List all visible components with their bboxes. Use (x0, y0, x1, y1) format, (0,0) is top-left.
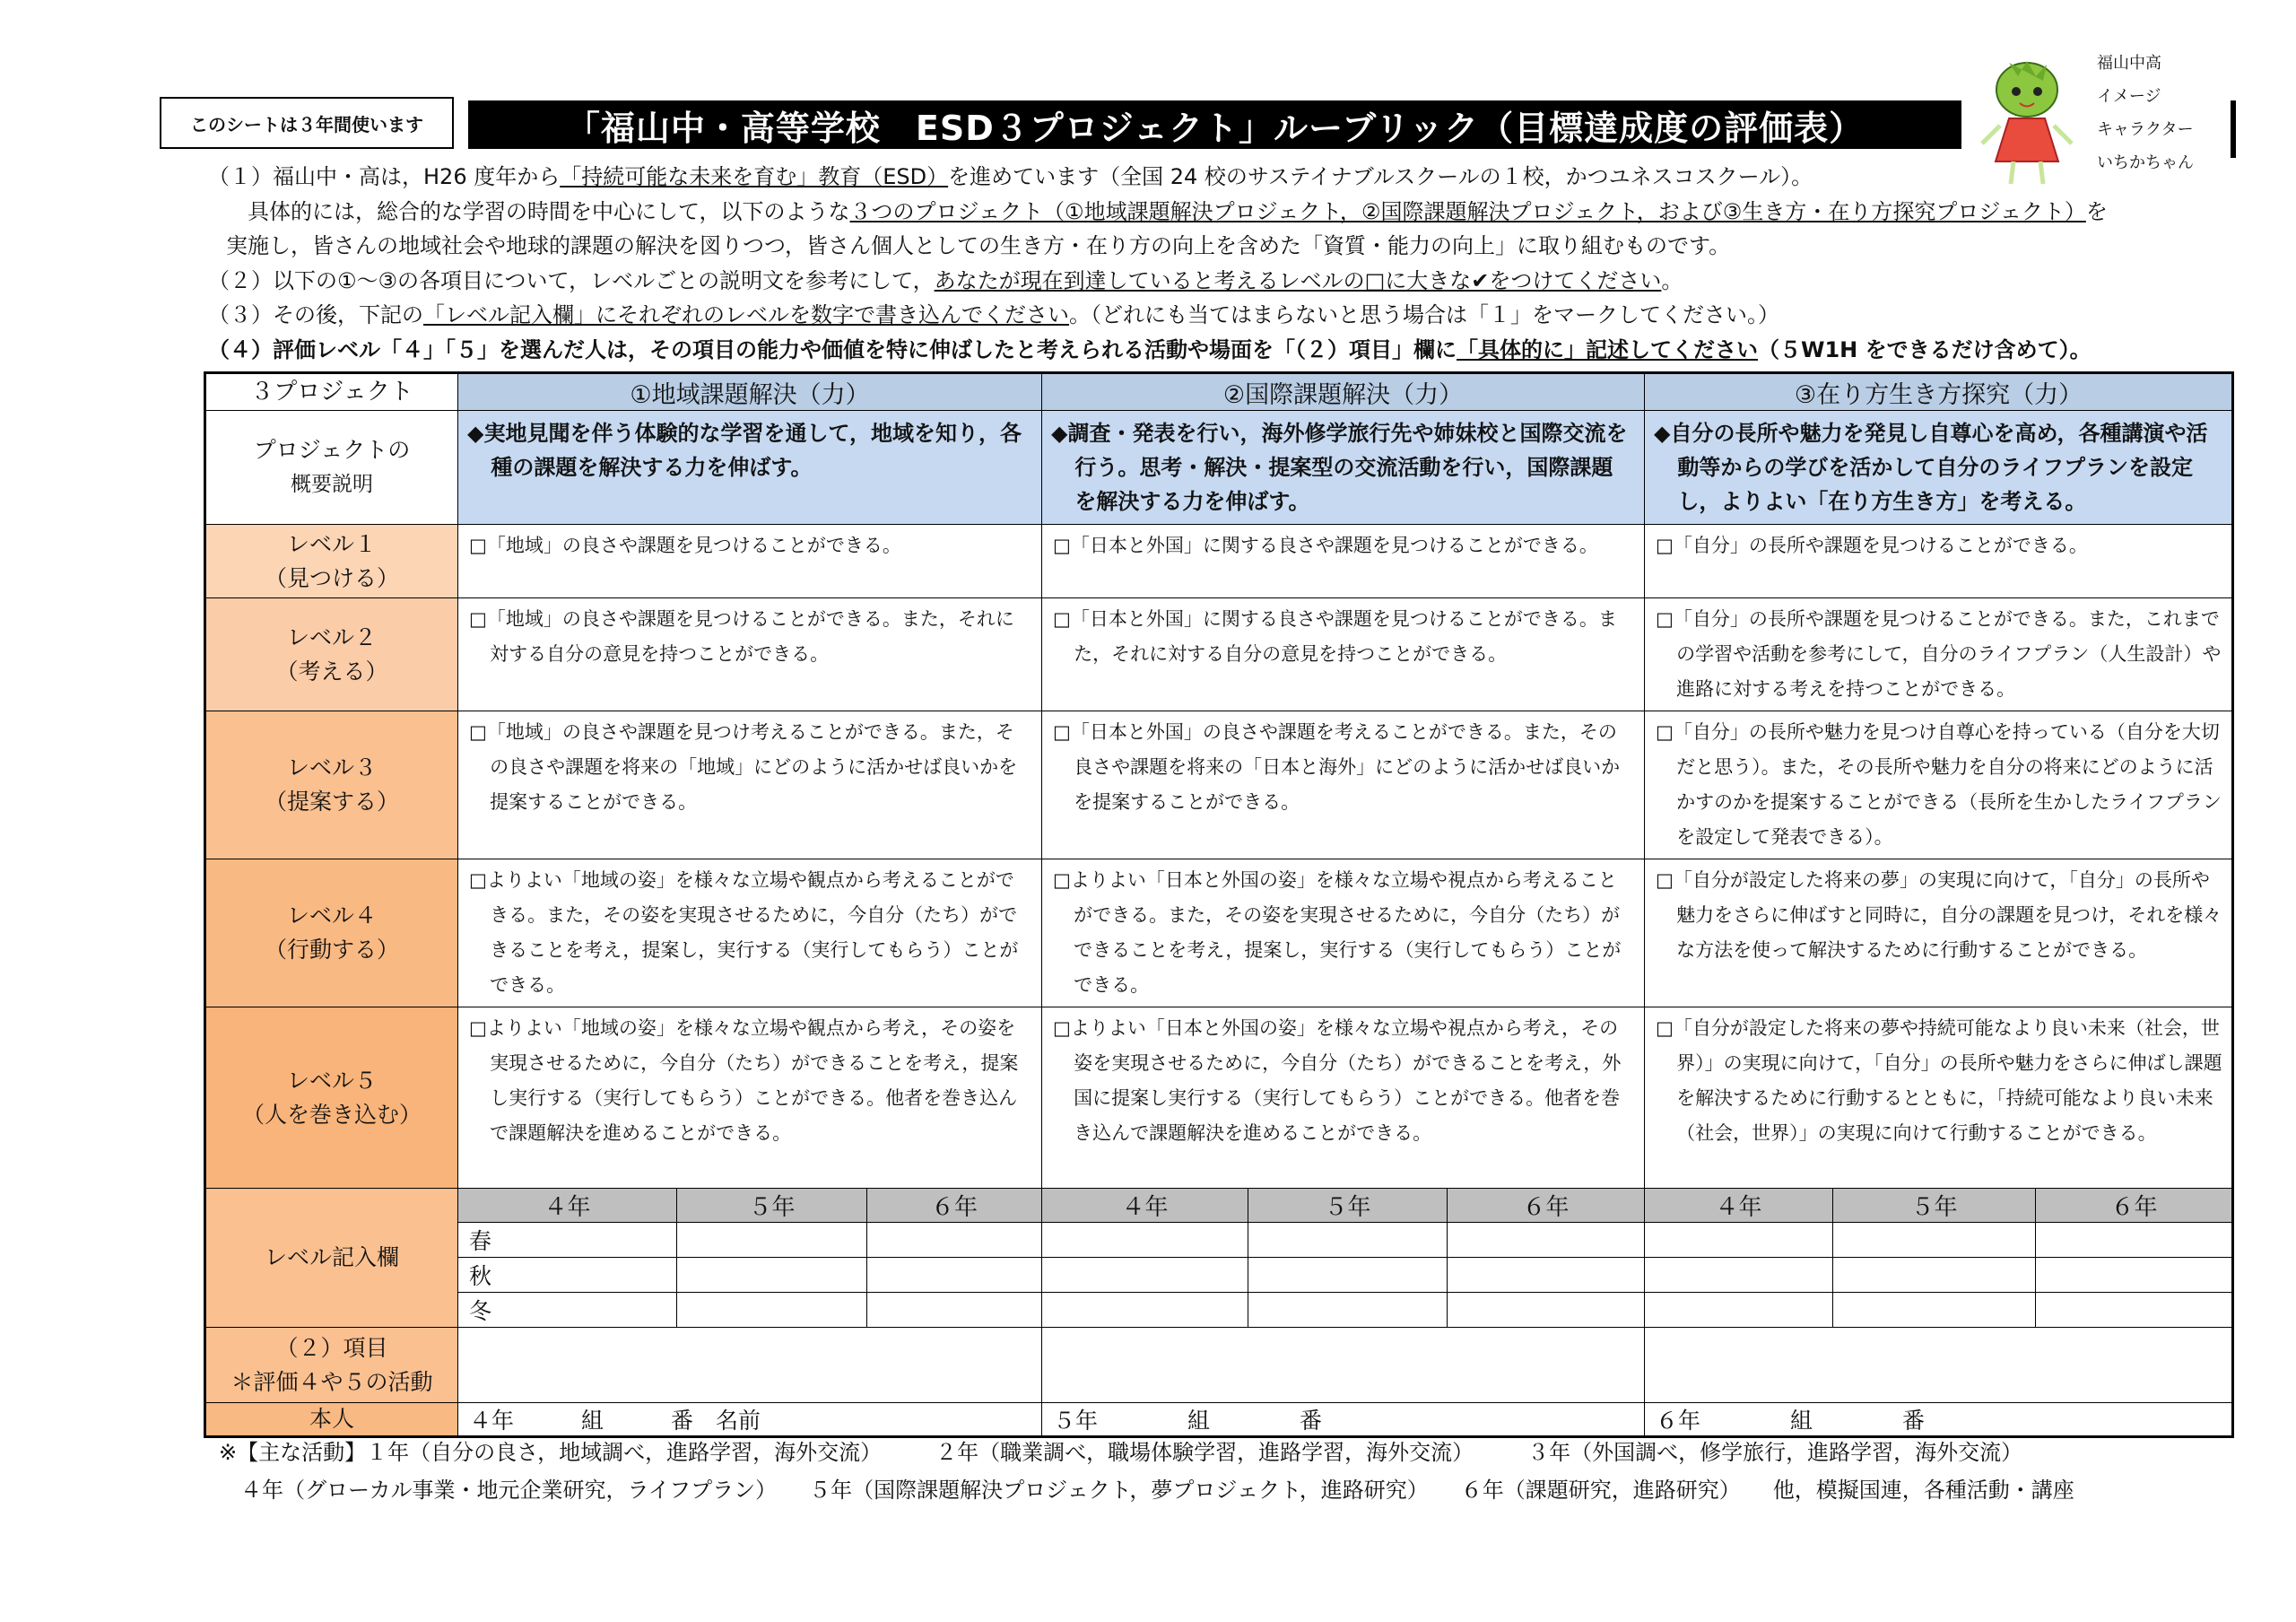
season-label[interactable]: 春 (458, 1223, 677, 1258)
mascot-caption-line: イメージ (2097, 87, 2161, 106)
level-3-project-1[interactable]: □「地域」の良さや課題を見つけ考えることができる。また，その良さや課題を将来の「地域」にどのように活かせば良いかを提案することができる。 (458, 711, 1042, 859)
overview-label (205, 411, 458, 525)
level-entry-cell[interactable] (1042, 1258, 1248, 1293)
student-entry-grade-6[interactable]: ６年 組 番 (1645, 1403, 2233, 1437)
level-4-project-1[interactable]: □よりよい「地域の姿」を様々な立場や観点から考えることができる。また，その姿を実現させるために，今自分（たち）ができることを考え，提案し，実行する（実行してもらう）ことができる。 (458, 859, 1042, 1007)
student-entry-grade-4[interactable]: ４年 組 番 名前 (458, 1403, 1042, 1437)
project-2-header: ②国際課題解決（力） (1042, 373, 1645, 411)
season-label[interactable]: 秋 (458, 1258, 677, 1293)
page-title: 「福山中・高等学校 ESD３プロジェクト」ルーブリック（目標達成度の評価表） (468, 100, 1961, 149)
activity-entry-project-3[interactable] (1645, 1328, 2233, 1403)
level-name: レベル３ (286, 754, 377, 780)
mascot-caption-line: いちかちゃん (2097, 153, 2194, 172)
level-5-label (205, 1007, 458, 1189)
level-entry-cell[interactable] (2036, 1258, 2233, 1293)
activity-label-line: ＊評価４や５の活動 (230, 1368, 433, 1395)
mascot-caption-line: キャラクター (2097, 120, 2194, 139)
grade-header: ６年 (1448, 1189, 1645, 1223)
overview-row (205, 411, 2233, 525)
level-2-project-1[interactable]: □「地域」の良さや課題を見つけることができる。また，それに対する自分の意見を持つことができる。 (458, 598, 1042, 711)
overview-label-line: 概要説明 (291, 473, 373, 496)
student-entry-grade-5[interactable]: ５年 組 番 (1042, 1403, 1645, 1437)
level-5-project-2[interactable]: □よりよい「日本と外国の姿」を様々な立場や視点から考え，その姿を実現させるために，今自分（たち）ができることを考え，外国に提案し実行する（実行してもらう）ことができる。他者を巻き込んで課題解決を進めることができる。 (1042, 1007, 1645, 1189)
season-row (205, 1293, 2233, 1328)
activity-entry-project-1[interactable] (458, 1328, 1042, 1403)
level-row (205, 525, 2233, 598)
level-sub: （提案する） (264, 789, 399, 815)
level-name: レベル５ (286, 1067, 377, 1094)
project-3-overview: ◆自分の長所や魅力を発見し自尊心を高め，各種講演や活動等からの学びを活かして自分のライフプランを設定し，よりよい「在り方生き方」を考える。 (1645, 411, 2233, 525)
level-entry-cell[interactable] (2036, 1223, 2233, 1258)
grade-header: ５年 (1833, 1189, 2036, 1223)
project-3-header: ③在り方生き方探究（力） (1645, 373, 2233, 411)
grade-header: ６年 (2036, 1189, 2233, 1223)
level-entry-cell[interactable] (677, 1293, 867, 1328)
level-entry-cell[interactable] (1645, 1258, 1833, 1293)
overview-label-line: プロジェクトの (253, 437, 411, 463)
level-5-project-3[interactable]: □「自分が設定した将来の夢や持続可能なより良い未来（社会，世界）」の実現に向けて，「自分」の長所や魅力をさらに伸ばし課題を解決するために行動するとともに，「持続可能なより良い未来（社会，世界）」の実現に向けて行動することができる。 (1645, 1007, 2233, 1189)
grade-header: ５年 (1248, 1189, 1448, 1223)
activity-row (205, 1328, 2233, 1403)
season-row (205, 1223, 2233, 1258)
level-entry-cell[interactable] (1833, 1293, 2036, 1328)
project-header-row (205, 373, 2233, 411)
level-entry-cell[interactable] (867, 1223, 1042, 1258)
activity-label-line: （２）項目 (275, 1334, 388, 1361)
level-entry-cell[interactable] (867, 1258, 1042, 1293)
project-1-header: ①地域課題解決（力） (458, 373, 1042, 411)
level-entry-cell[interactable] (1448, 1293, 1645, 1328)
level-entry-cell[interactable] (1833, 1223, 2036, 1258)
level-sub: （人を巻き込む） (241, 1101, 422, 1128)
instruction-1: （１）福山中・高は，H26 度年から「持続可能な未来を育む」教育（ESD）を進めています（全国 24 校のサステイナブルスクールの１校，かつユネスコスクール）。 (208, 164, 1813, 189)
level-sub: （見つける） (264, 564, 399, 591)
corner-header: ３プロジェクト (205, 373, 458, 411)
grade-header: ６年 (867, 1189, 1042, 1223)
level-name: レベル４ (286, 903, 377, 929)
level-entry-cell[interactable] (677, 1223, 867, 1258)
instructions (208, 160, 2244, 367)
level-row (205, 1007, 2233, 1189)
grade-header-row (205, 1189, 2233, 1223)
mascot-caption-line: 福山中高 (2097, 54, 2161, 73)
activity-entry-project-2[interactable] (1042, 1328, 1645, 1403)
level-row (205, 711, 2233, 859)
activities-line: ４年（グローカル事業・地元企業研究，ライフプラン） ５年（国際課題解決プロジェクト，夢プロジェクト，進路研究） ６年（課題研究，進路研究） 他，模擬国連，各種活動・講座 (219, 1478, 2074, 1503)
grade-header: ４年 (458, 1189, 677, 1223)
level-1-label (205, 525, 458, 598)
level-entry-cell[interactable] (1248, 1258, 1448, 1293)
rubric-table (204, 371, 2234, 1438)
grade-header: ４年 (1645, 1189, 1833, 1223)
level-4-project-3[interactable]: □「自分が設定した将来の夢」の実現に向けて，「自分」の長所や魅力をさらに伸ばすと同時に，自分の課題を見つけ，それを様々な方法を使って解決するために行動することができる。 (1645, 859, 2233, 1007)
project-1-overview: ◆実地見聞を伴う体験的な学習を通して，地域を知り，各種の課題を解決する力を伸ばす。 (458, 411, 1042, 525)
level-entry-cell[interactable] (1248, 1293, 1448, 1328)
level-entry-cell[interactable] (1448, 1258, 1645, 1293)
level-sub: （行動する） (264, 937, 399, 963)
level-sub: （考える） (275, 658, 388, 685)
level-row (205, 859, 2233, 1007)
level-4-label (205, 859, 458, 1007)
level-4-project-2[interactable]: □よりよい「日本と外国の姿」を様々な立場や視点から考えることができる。また，その姿を実現させるために，今自分（たち）ができることを考え，提案し，実行する（実行してもらう）ことができる。 (1042, 859, 1645, 1007)
student-row (205, 1403, 2233, 1437)
level-2-project-2[interactable]: □「日本と外国」に関する良さや課題を見つけることができる。また，それに対する自分の意見を持つことができる。 (1042, 598, 1645, 711)
instruction-2: （２）以下の①～③の各項目について，レベルごとの説明文を参考にして，あなたが現在到達していると考えるレベルの□に大きな✔をつけてください。 (208, 267, 1683, 293)
activities-line: ※【主な活動】１年（自分の良さ，地域調べ，進路学習，海外交流） ２年（職業調べ，職場体験学習，進路学習，海外交流） ３年（外国調べ，修学旅行，進路学習，海外交流） (219, 1440, 2023, 1465)
level-entry-cell[interactable] (1248, 1223, 1448, 1258)
level-name: レベル１ (286, 530, 377, 557)
season-label[interactable]: 冬 (458, 1293, 677, 1328)
activity-label (205, 1328, 458, 1403)
student-label: 本人 (205, 1403, 458, 1437)
record-label: レベル記入欄 (205, 1189, 458, 1328)
season-row (205, 1258, 2233, 1293)
level-entry-cell[interactable] (1833, 1258, 2036, 1293)
level-entry-cell[interactable] (1042, 1223, 1248, 1258)
grade-header: ５年 (677, 1189, 867, 1223)
instruction-1-detail: 具体的には，総合的な学習の時間を中心にして，以下のような３つのプロジェクト（①地域課題解決プロジェクト，②国際課題解決プロジェクト，および③生き方・在り方探究プロジェクト）を (248, 198, 2108, 224)
level-entry-cell[interactable] (677, 1258, 867, 1293)
level-2-label (205, 598, 458, 711)
level-entry-cell[interactable] (1042, 1293, 1248, 1328)
level-row (205, 598, 2233, 711)
level-3-project-3[interactable]: □「自分」の長所や魅力を見つけ自尊心を持っている（自分を大切だと思う）。また，その長所や魅力を自分の将来にどのように活かすのかを提案することができる（長所を生かしたライフプランを設定して発表できる）。 (1645, 711, 2233, 859)
level-3-label (205, 711, 458, 859)
level-entry-cell[interactable] (2036, 1293, 2233, 1328)
level-1-project-2[interactable]: □「日本と外国」に関する良さや課題を見つけることができる。 (1042, 525, 1645, 598)
level-entry-cell[interactable] (867, 1293, 1042, 1328)
level-name: レベル２ (286, 624, 377, 650)
level-1-project-3[interactable]: □「自分」の長所や課題を見つけることができる。 (1645, 525, 2233, 598)
level-entry-cell[interactable] (1645, 1293, 1833, 1328)
project-2-overview: ◆調査・発表を行い，海外修学旅行先や姉妹校と国際交流を行う。思考・解決・提案型の交流活動を行い，国際課題を解決する力を伸ばす。 (1042, 411, 1645, 525)
level-5-project-1[interactable]: □よりよい「地域の姿」を様々な立場や観点から考え，その姿を実現させるために，今自分（たち）ができることを考え，提案し実行する（実行してもらう）ことができる。他者を巻き込んで課題解決を進めることができる。 (458, 1007, 1042, 1189)
grade-header: ４年 (1042, 1189, 1248, 1223)
instruction-3: （３）その後，下記の「レベル記入欄」にそれぞれのレベルを数字で書き込んでください。（どれにも当てはまらないと思う場合は「１」をマークしてください。） (208, 302, 1779, 327)
sheet-note: このシートは３年間使います (160, 97, 454, 149)
level-3-project-2[interactable]: □「日本と外国」の良さや課題を考えることができる。また，その良さや課題を将来の「日本と海外」にどのように活かせば良いかを提案することができる。 (1042, 711, 1645, 859)
level-1-project-1[interactable]: □「地域」の良さや課題を見つけることができる。 (458, 525, 1042, 598)
main-activities-note (219, 1434, 2074, 1509)
level-entry-cell[interactable] (1645, 1223, 1833, 1258)
level-entry-cell[interactable] (1448, 1223, 1645, 1258)
margin-bar (2231, 100, 2236, 158)
instruction-1-detail-cont: 実施し，皆さんの地域社会や地球的課題の解決を図りつつ，皆さん個人としての生き方・在り方の向上を含めた「資質・能力の向上」に取り組むものです。 (226, 233, 1731, 258)
instruction-4: （４）評価レベル「４」「５」を選んだ人は，その項目の能力や価値を特に伸ばしたと考えられる活動や場面を「（２）項目」欄に「具体的に」記述してください（５W1H をできるだけ含めて）。 (208, 336, 2092, 362)
level-2-project-3[interactable]: □「自分」の長所や課題を見つけることができる。また，これまでの学習や活動を参考にして，自分のライフプラン（人生設計）や進路に対する考えを持つことができる。 (1645, 598, 2233, 711)
